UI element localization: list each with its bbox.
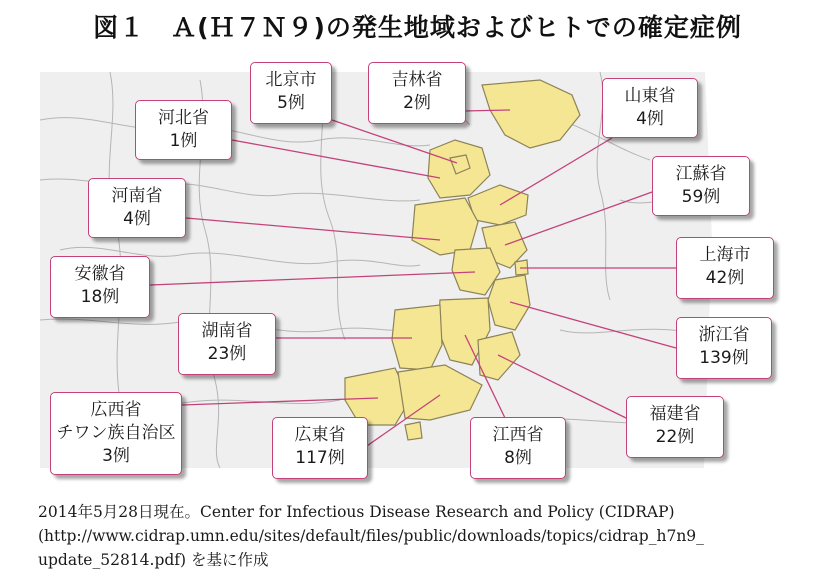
figure-title: 図１ Ａ(Ｈ７Ｎ９)の発生地域およびヒトでの確定症例: [93, 13, 742, 42]
callout-shandong: [602, 78, 698, 138]
callout-count: 2例: [403, 93, 431, 113]
callout-name: 上海市: [699, 245, 751, 265]
source-note: [38, 500, 828, 572]
callout-name: 安徽省: [74, 264, 126, 284]
callout-henan: [88, 178, 186, 238]
callout-name: 河北省: [158, 108, 209, 128]
callout-name: 吉林省: [391, 70, 443, 90]
callout-fujian: [626, 396, 724, 458]
callout-count: 59例: [681, 187, 721, 207]
callout-name: 広西省: [90, 400, 142, 420]
callout-name: 江西省: [492, 425, 544, 445]
callout-guangdong: [272, 417, 368, 479]
callout-count: 4例: [636, 109, 664, 129]
callout-name: 河南省: [111, 186, 163, 206]
callout-count: 3例: [102, 446, 130, 466]
callout-jiangsu: [652, 156, 750, 216]
callout-beijing: [250, 62, 332, 124]
province-hainan: [405, 422, 422, 440]
callout-jiangxi: [470, 417, 566, 479]
callout-name-line2: チワン族自治区: [56, 423, 176, 443]
callout-shanghai: [676, 237, 774, 299]
source-line-1: 2014年5月28日現在。Center for Infectious Disease Research and Policy (CIDRAP): [38, 503, 675, 521]
callout-hunan: [178, 313, 276, 375]
callout-name: 北京市: [265, 70, 317, 90]
callout-count: 8例: [504, 448, 532, 468]
callout-name: 江蘇省: [675, 164, 727, 184]
callout-count: 23例: [207, 344, 247, 364]
callout-count: 22例: [655, 427, 695, 447]
callout-count: 1例: [169, 131, 198, 151]
callout-count: 5例: [277, 93, 305, 113]
callout-count: 139例: [699, 348, 749, 368]
callout-name: 湖南省: [201, 321, 253, 341]
callout-name: 広東省: [294, 425, 346, 445]
callout-zhejiang: [676, 317, 772, 379]
source-line-2: (http://www.cidrap.umn.edu/sites/default/files/public/downloads/topics/cidrap_h7n9_: [38, 527, 704, 545]
callout-count: 42例: [705, 268, 745, 288]
callout-jilin: [368, 62, 466, 124]
callout-guangxi: [50, 392, 182, 475]
callout-name: 浙江省: [698, 325, 750, 345]
callout-count: 117例: [295, 448, 345, 468]
callout-count: 4例: [123, 209, 151, 229]
source-line-3: update_52814.pdf) を基に作成: [38, 551, 269, 569]
callout-count: 18例: [80, 287, 120, 307]
callout-hebei: [135, 100, 232, 160]
callout-name: 山東省: [624, 86, 676, 106]
callout-anhui: [50, 256, 150, 318]
callout-name: 福建省: [649, 404, 701, 424]
